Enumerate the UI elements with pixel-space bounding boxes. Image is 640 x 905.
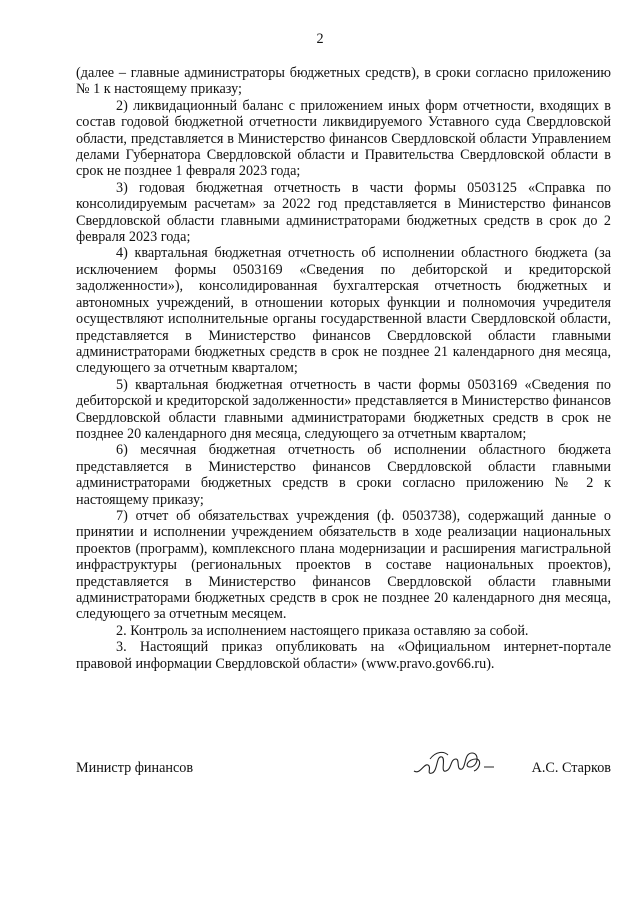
paragraph-clause-3: 3. Настоящий приказ опубликовать на «Официальном интернет-портале правовой информации Свердловской области» (www.pravo.gov66.ru).	[76, 639, 611, 672]
order-body	[76, 65, 611, 672]
signer-title: Министр финансов	[76, 760, 194, 776]
paragraph-item-2: 2) ликвидационный баланс с приложением иных форм отчетности, входящих в состав годовой бюджетной отчетности ликвидируемого Уставного суда Свердловской области, представляется в Министерство финансов Свердловской области Управлением делами Губернатора Свердловской области и Правительства Свердловской области в срок не позднее 1 февраля 2023 года;	[76, 97, 611, 180]
paragraph-continuation: (далее – главные администраторы бюджетных средств), в сроки согласно приложению № 1 к настоящему приказу;	[76, 65, 611, 98]
handwritten-signature	[410, 745, 500, 781]
paragraph-clause-2: 2. Контроль за исполнением настоящего приказа оставляю за собой.	[116, 622, 529, 639]
paragraph-item-5: 5) квартальная бюджетная отчетность в части формы 0503169 «Сведения по дебиторской и кредиторской задолженности» представляется в Министерство финансов Свердловской области главными администраторами бюджетных средств в срок не позднее 20 календарного дня месяца, следующего за отчетным кварталом;	[76, 376, 611, 442]
paragraph-item-6: 6) месячная бюджетная отчетность об исполнении областного бюджета представляется в Министерство финансов Свердловской области главными администраторами бюджетных средств в сроки согласно приложению № 2 к настоящему приказу;	[76, 442, 611, 508]
paragraph-item-7: 7) отчет об обязательствах учреждения (ф. 0503738), содержащий данные о принятии и исполнении учреждением обязательств в ходе реализации национальных проектов (программ), комплексного плана модернизации и расширения магистральной инфраструктуры (региональных проектов в составе национальных проектов), представляется в Министерство финансов Свердловской области главными администраторами бюджетных средств в срок не позднее 20 календарного дня месяца, следующего за отчетным месяцем.	[76, 507, 611, 623]
paragraph-item-4: 4) квартальная бюджетная отчетность об исполнении областного бюджета (за исключением формы 0503169 «Сведения по дебиторской и кредиторской задолженности»), консолидированная бухгалтерская отчетность бюджетных и автономных учреждений, в отношении которых функции и полномочия учредителя осуществляют исполнительные органы государственной власти Свердловской области, представляется в Министерство финансов Свердловской области главными администраторами бюджетных средств в срок не позднее 21 календарного дня месяца, следующего за отчетным кварталом;	[76, 245, 611, 377]
signer-name: А.С. Старков	[531, 760, 611, 776]
page-number: 2	[316, 31, 324, 47]
paragraph-item-3: 3) годовая бюджетная отчетность в части формы 0503125 «Справка по консолидируемым расчетам» за 2022 год представляется в Министерство финансов Свердловской области главными администраторами бюджетных средств в срок до 2 февраля 2023 года;	[76, 179, 611, 246]
signature-block	[76, 757, 611, 787]
